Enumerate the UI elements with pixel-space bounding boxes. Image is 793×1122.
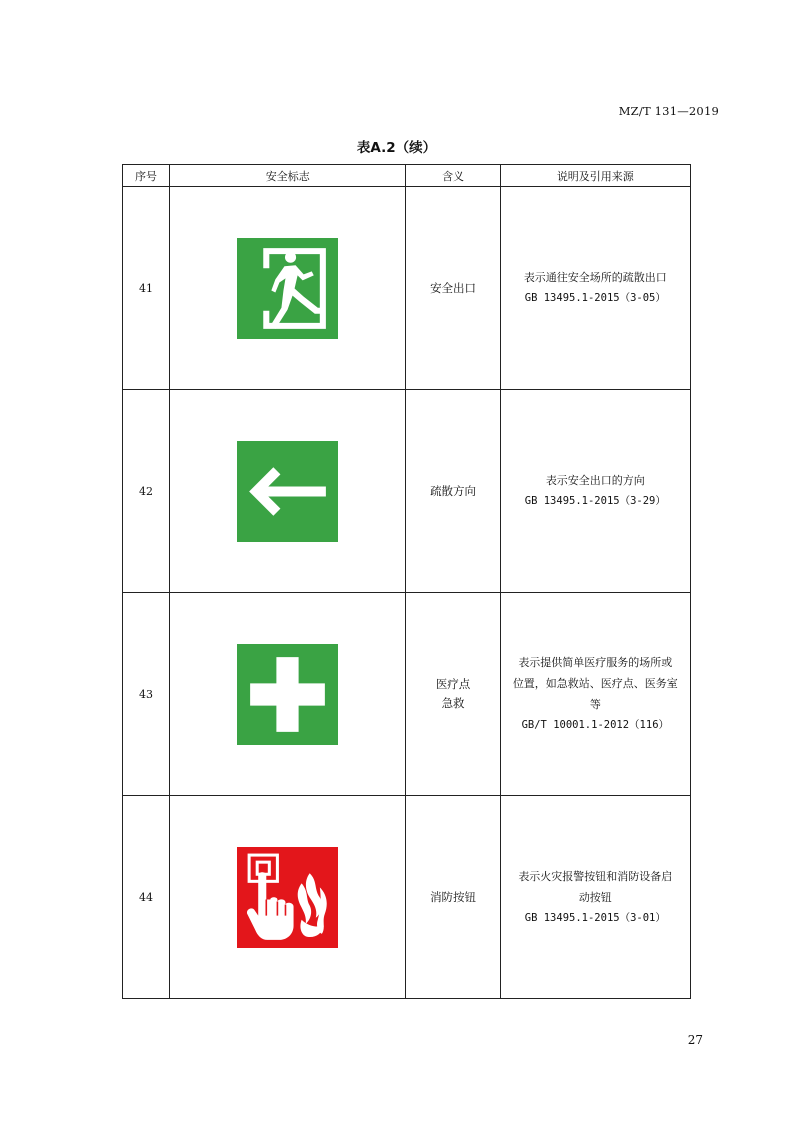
- row-number: 44: [123, 796, 170, 999]
- column-header-sign: 安全标志: [170, 165, 406, 187]
- reference-text: GB 13495.1-2015（3-29）: [524, 495, 666, 507]
- sign-cell: [170, 187, 406, 390]
- column-header-description: 说明及引用来源: [500, 165, 690, 187]
- meaning-text: 安全出口: [430, 280, 477, 295]
- meaning-cell: [406, 390, 500, 593]
- table-row: [123, 593, 691, 796]
- meaning-cell: [406, 187, 500, 390]
- description-cell: [500, 796, 690, 999]
- row-number: 42: [123, 390, 170, 593]
- table-header-row: [123, 165, 691, 187]
- sign-cell: [170, 796, 406, 999]
- table-row: [123, 390, 691, 593]
- description-cell: [500, 390, 690, 593]
- reference-text: GB 13495.1-2015（3-05）: [524, 292, 666, 304]
- description-cell: [500, 187, 690, 390]
- first-aid-cross-icon: [237, 644, 338, 745]
- sign-cell: [170, 593, 406, 796]
- description-text: 动按钮: [578, 890, 612, 904]
- meaning-text: 医疗点: [435, 677, 471, 691]
- standard-code: MZ/T 131—2019: [618, 104, 719, 118]
- row-number: 43: [123, 593, 170, 796]
- fire-alarm-button-icon: [237, 847, 338, 948]
- description-text: 位置，如急救站、医疗点、医务室: [512, 677, 678, 690]
- page-number: 27: [687, 1033, 703, 1047]
- table-title: 表A.2（续）: [356, 140, 437, 156]
- column-header-number: 序号: [123, 165, 170, 187]
- meaning-text: 消防按钮: [430, 889, 477, 904]
- meaning-text: 疏散方向: [430, 483, 477, 498]
- meaning-cell: [406, 593, 500, 796]
- table-row: [123, 187, 691, 390]
- description-text: 表示火灾报警按钮和消防设备启: [518, 869, 673, 883]
- sign-cell: [170, 390, 406, 593]
- description-text: 等: [589, 698, 601, 711]
- description-text: 表示提供简单医疗服务的场所或: [518, 656, 673, 669]
- reference-text: GB 13495.1-2015（3-01）: [524, 911, 666, 924]
- description-text: 表示安全出口的方向: [545, 474, 645, 487]
- meaning-cell: [406, 796, 500, 999]
- row-number: 41: [123, 187, 170, 390]
- reference-text: GB/T 10001.1-2012（116）: [521, 719, 670, 731]
- safe-exit-icon: [237, 238, 338, 339]
- table-row: [123, 796, 691, 999]
- left-arrow-icon: [237, 441, 338, 542]
- meaning-text: 急救: [441, 696, 465, 710]
- column-header-meaning: 含义: [406, 165, 500, 187]
- safety-signs-table: [122, 164, 691, 999]
- description-text: 表示通往安全场所的疏散出口: [523, 271, 667, 284]
- description-cell: [500, 593, 690, 796]
